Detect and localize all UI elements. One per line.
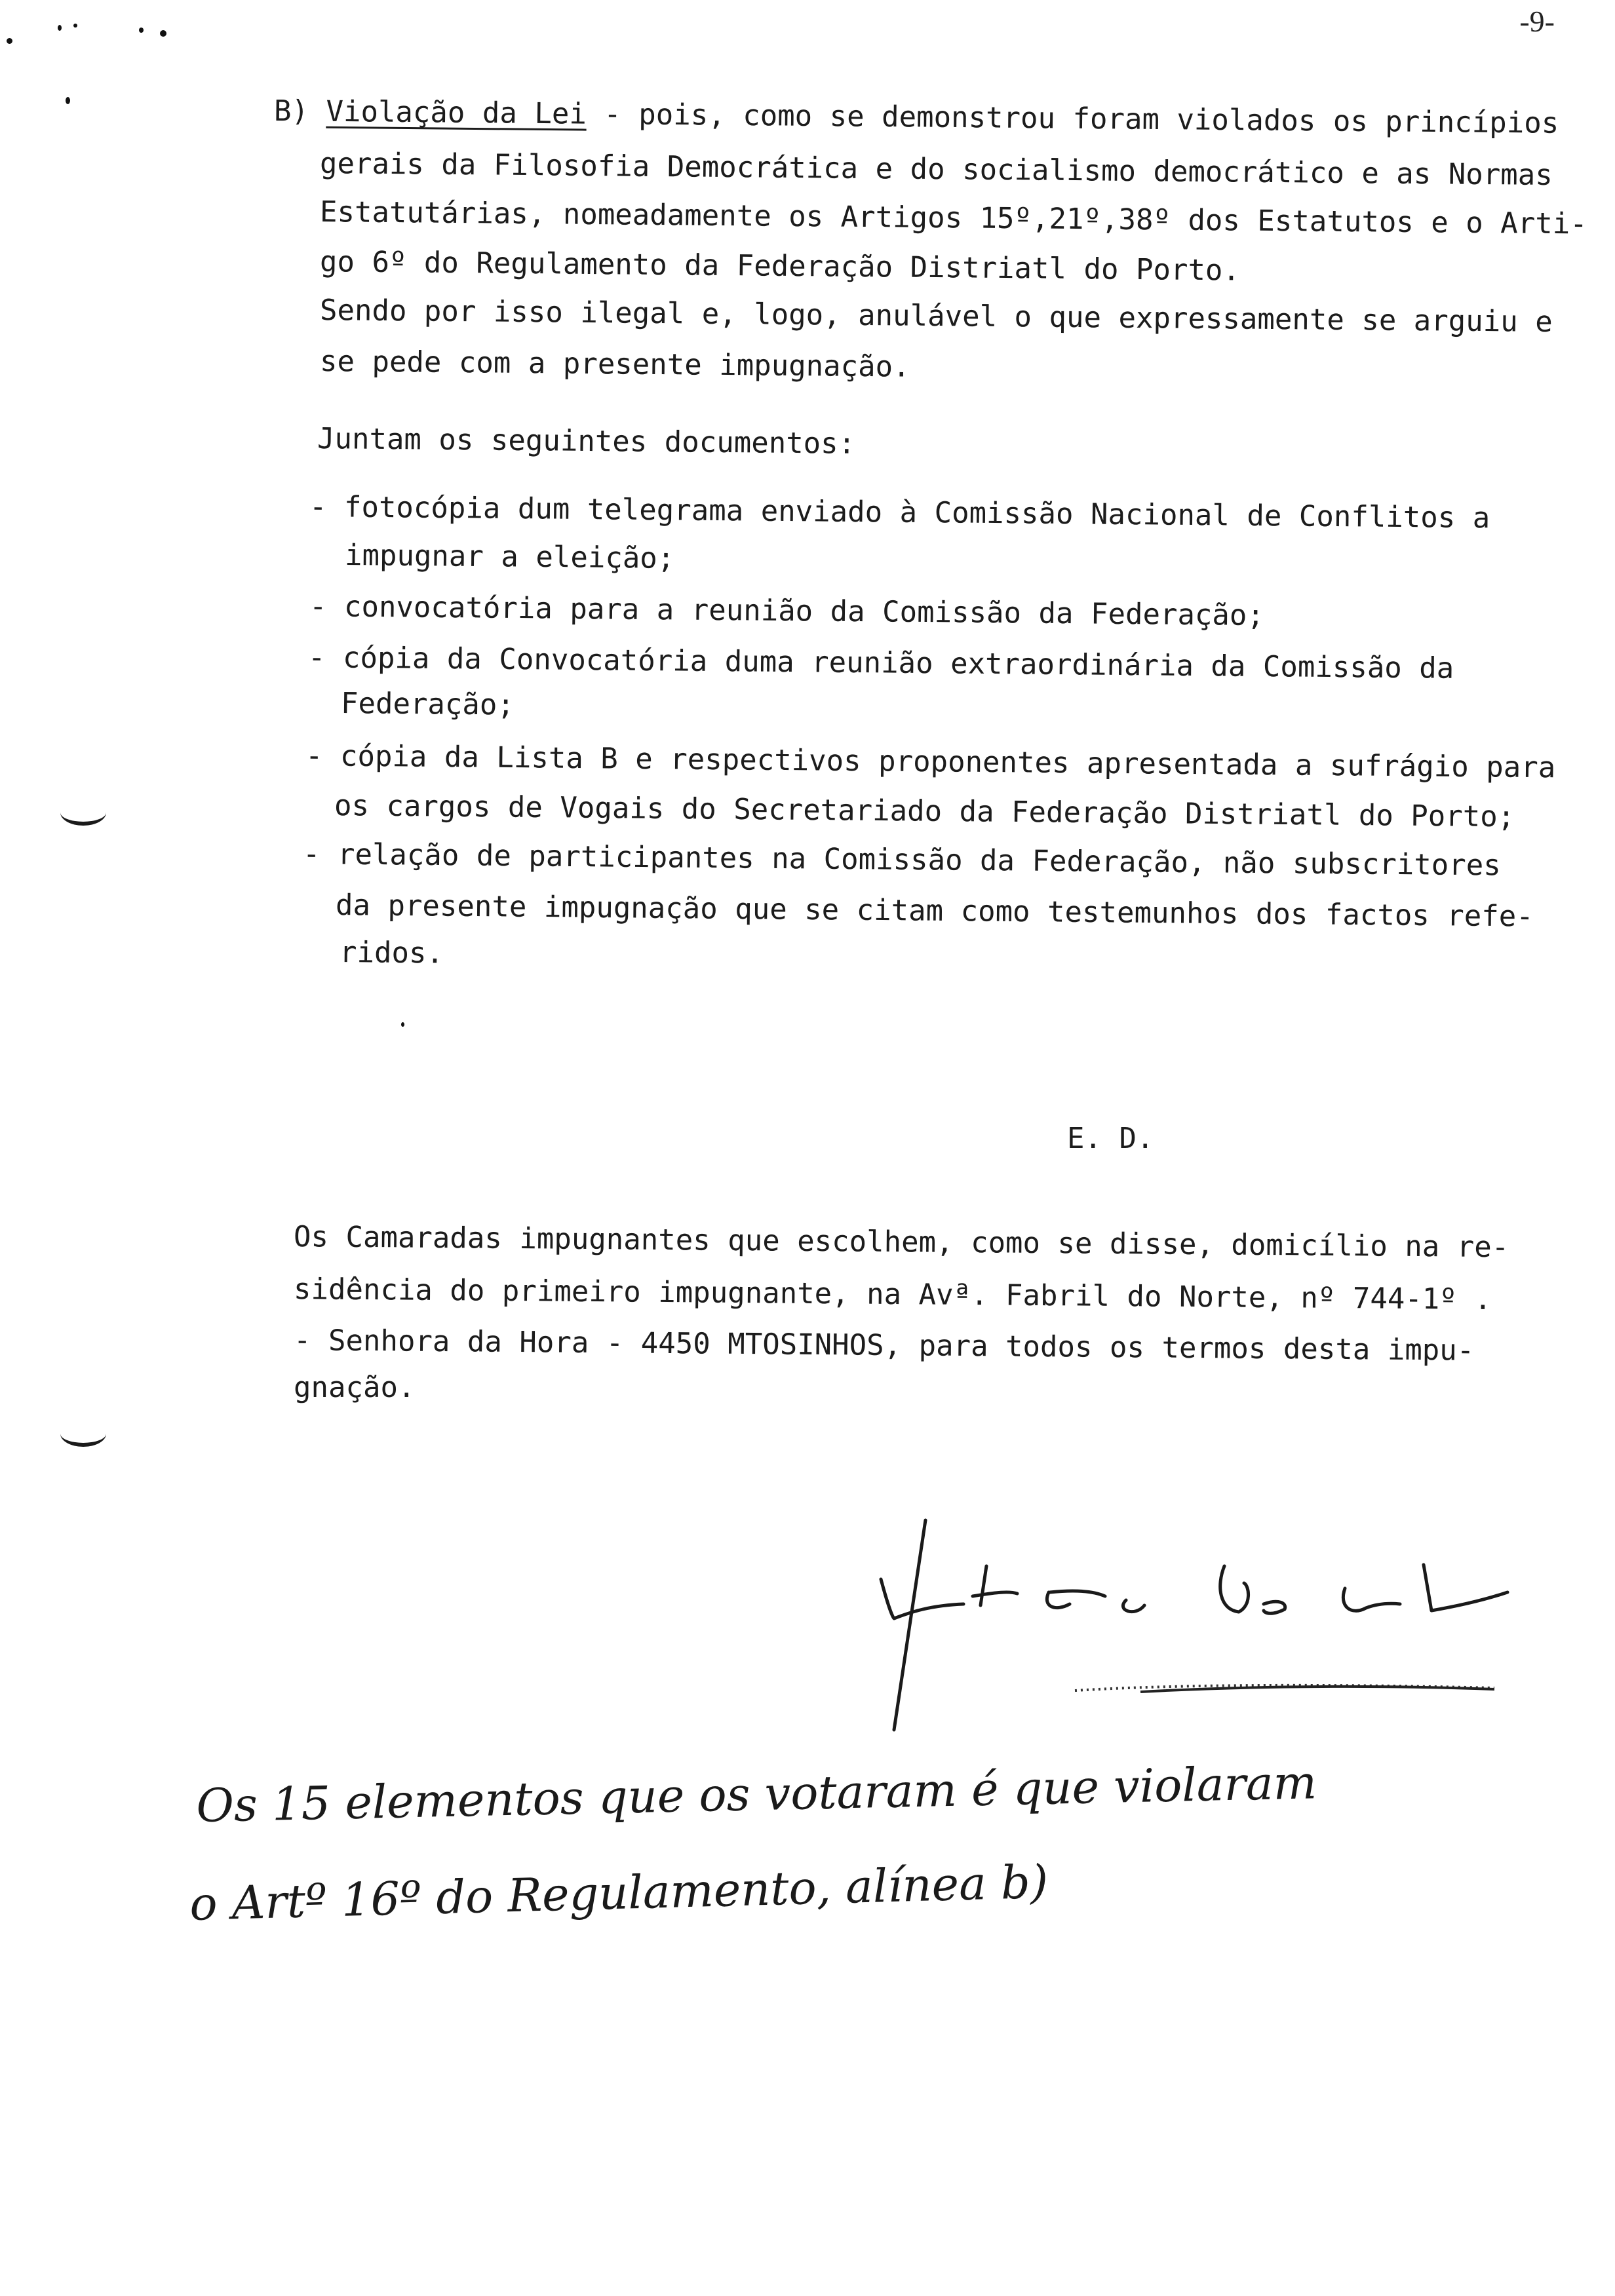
speck [7, 38, 12, 44]
document-item: Federação; [340, 687, 515, 722]
documents-intro: Juntam os seguintes documentos: [317, 422, 856, 461]
document-item: impugnar a eleição; [344, 539, 675, 575]
speck [58, 25, 62, 31]
document-item: da presente impugnação que se citam como testemunhos dos factos refe- [335, 889, 1534, 934]
section-b-label: B) [273, 94, 309, 128]
section-b-line: se pede com a presente impugnação. [319, 345, 910, 384]
margin-mark [60, 1421, 106, 1447]
section-b-line: Estatutárias, nomeadamente os Artigos 15º,21º,38º dos Estatutos e o Arti- [319, 195, 1587, 241]
document-item: - convocatória para a reunião da Comissão da Federação; [309, 590, 1265, 632]
section-b-heading: Violação da Lei [326, 94, 587, 131]
document-item: - fotocópia dum telegrama enviado à Comissão Nacional de Conflitos a [309, 490, 1490, 535]
section-b-line: - pois, como se demonstrou foram violados os princípios [586, 97, 1559, 140]
domicile-line: sidência do primeiro impugnante, na Avª. Fabril do Norte, nº 744-1º . [293, 1272, 1492, 1316]
signature [852, 1494, 1573, 1743]
speck [139, 28, 144, 33]
speck [401, 1022, 404, 1027]
speck [66, 97, 70, 104]
page-number: -9- [1519, 5, 1555, 38]
closing-formula: E. D. [1067, 1122, 1154, 1155]
domicile-line: Os Camaradas impugnantes que escolhem, como se disse, domicílio na re- [293, 1220, 1509, 1265]
section-b-line: gerais da Filosofia Democrática e do socialismo democrático e as Normas [319, 147, 1553, 193]
margin-mark [60, 799, 106, 826]
document-item: - cópia da Convocatória duma reunião extraordinária da Comissão da [307, 641, 1454, 685]
section-b-line: go 6º do Regulamento da Federação Distriatl do Porto. [319, 245, 1241, 288]
document-item: - cópia da Lista B e respectivos proponentes apresentada a sufrágio para [305, 739, 1556, 785]
section-b-line: Sendo por isso ilegal e, logo, anulável o que expressamente se arguiu e [319, 294, 1553, 339]
speck [73, 24, 77, 28]
handwritten-note [0, 1730, 1615, 1992]
handwritten-note-line: Os 15 elementos que os votaram é que violaram [195, 1755, 1317, 1833]
domicile-line: - Senhora da Hora - 4450 MTOSINHOS, para todos os termos desta impu- [293, 1324, 1475, 1368]
document-item: os cargos de Vogais do Secretariado da Federação Distriatl do Porto; [334, 789, 1515, 834]
handwritten-note-line: o Artº 16º do Regulamento, alínea b) [189, 1854, 1049, 1931]
section-b-first-line [273, 94, 1559, 140]
document-item: - relação de participantes na Comissão da Federação, não subscritores [302, 837, 1501, 883]
domicile-line: gnação. [294, 1371, 416, 1404]
document-item: ridos. [339, 936, 444, 970]
speck [160, 30, 166, 37]
